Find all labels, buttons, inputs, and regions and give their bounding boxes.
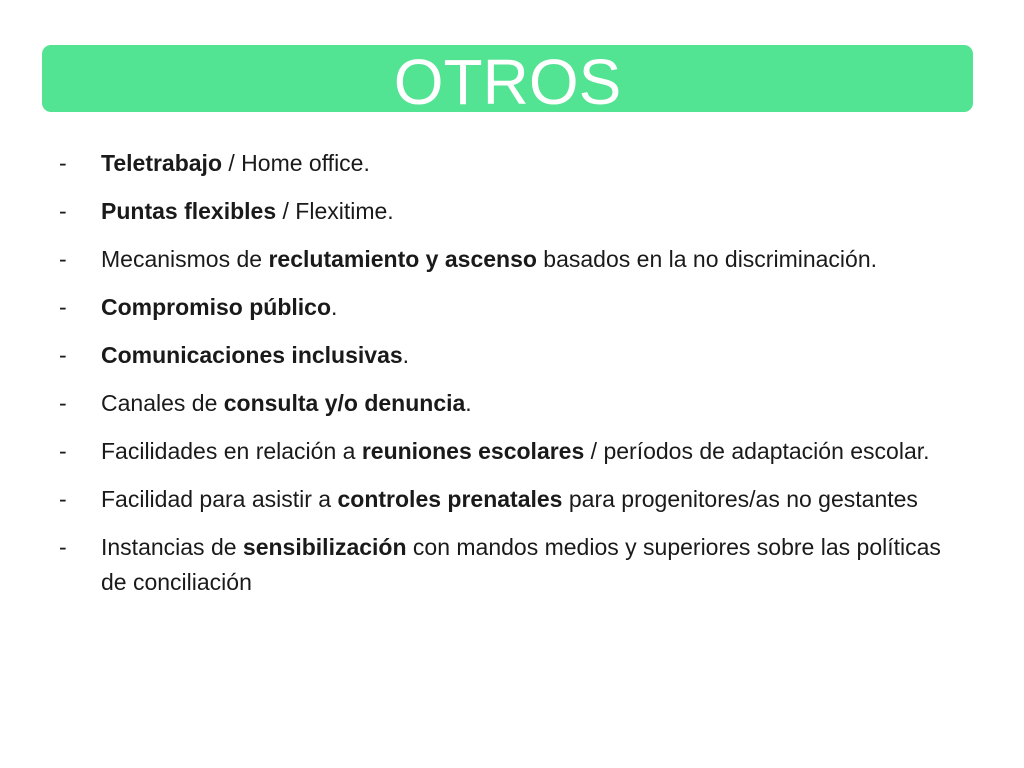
bullet-run: Canales de [101,390,224,416]
bullet-dash: - [59,390,67,416]
bullet-dash: - [59,342,67,368]
bullet-item [59,434,949,469]
bullet-text [101,294,337,320]
bullet-item [59,290,949,325]
bullet-run: Facilidad para asistir a [101,486,338,512]
bullet-item [59,386,949,421]
bullet-run: / Home office. [222,150,370,176]
bullet-dash: - [59,486,67,512]
bullet-bold-run: Compromiso público [101,294,331,320]
bullet-run: . [402,342,410,368]
bullet-text [101,198,394,224]
bullet-text [101,438,930,464]
title-bar [42,45,973,118]
bullet-bold-run: reclutamiento y ascenso [268,246,537,272]
bullet-run: / períodos de adaptación escolar. [584,438,930,464]
bullet-text [101,534,941,595]
bullet-item [59,338,949,373]
bullet-item [59,146,949,181]
bullet-run: Instancias de [101,534,243,560]
bullet-item [59,482,949,517]
bullet-bold-run: Teletrabajo [101,150,222,176]
bullet-text [101,342,409,368]
bullet-text [101,150,370,176]
bullet-bold-run: consulta y/o denuncia [223,390,466,416]
bullet-bold-run: controles prenatales [337,486,563,512]
bullet-run: . [465,390,472,416]
bullet-text [101,390,472,416]
bullet-bold-run: reuniones escolares [361,438,585,464]
bullet-dash: - [59,534,67,560]
bullet-item [59,530,949,600]
bullet-item [59,194,949,229]
bullet-dash: - [59,198,67,224]
bullet-dash: - [59,294,67,320]
bullet-run: con mandos medios y superiores sobre las políticas de conciliación [101,534,941,595]
bullet-run: . [331,294,338,320]
bullet-run: Facilidades en relación a [101,438,362,464]
bullet-run: basados en la no discriminación. [536,246,878,272]
bullet-list [59,146,949,613]
bullet-bold-run: Puntas flexibles [101,198,277,224]
bullet-dash: - [59,246,67,272]
bullet-item [59,242,949,277]
bullet-run: para progenitores/as no gestantes [562,486,918,512]
bullet-bold-run: sensibilización [242,534,407,560]
bullet-run: Mecanismos de [101,246,269,272]
bullet-dash: - [59,150,67,176]
slide-title: OTROS [393,45,622,118]
bullet-text [101,246,877,272]
bullet-bold-run: Comunicaciones inclusivas [101,342,403,368]
bullet-dash: - [59,438,67,464]
bullet-run: / Flexitime. [276,198,394,224]
bullet-text [101,486,918,512]
